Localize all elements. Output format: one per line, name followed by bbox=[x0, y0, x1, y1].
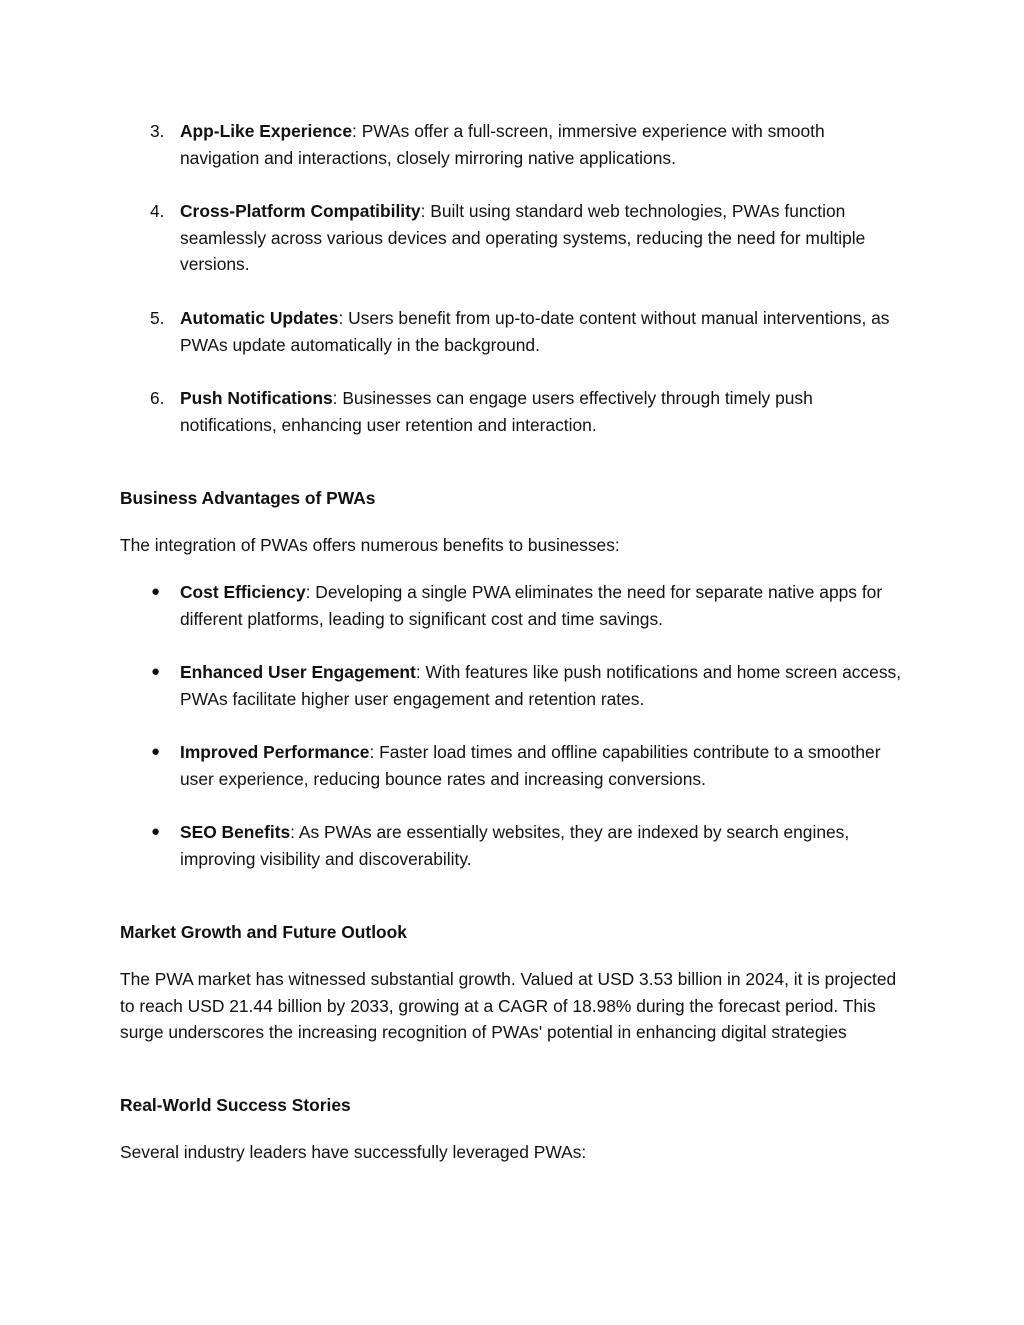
section-heading-market-growth: Market Growth and Future Outlook bbox=[120, 922, 407, 942]
list-number: 3. bbox=[150, 121, 165, 141]
market-paragraph: The PWA market has witnessed substantial growth. Valued at USD 3.53 billion in 2024, it is projected to reach USD 21.44 billion by 2033, growing at a CAGR of 18.98% during the forecast period. This surge underscores the increasing recognition of PWAs' potential in enhancing digital strategies bbox=[120, 969, 897, 1043]
item-description: : Users benefit from up-to-date content without manual interventions, as PWAs update automatically in the background. bbox=[180, 308, 890, 355]
business-intro: The integration of PWAs offers numerous benefits to businesses: bbox=[120, 535, 620, 555]
list-number: 6. bbox=[150, 388, 165, 408]
item-title: Enhanced User Engagement bbox=[180, 662, 416, 682]
list-item-push-notifications bbox=[120, 385, 910, 438]
bullet-marker: ● bbox=[151, 743, 161, 760]
bullet-marker: ● bbox=[151, 823, 161, 840]
item-description: : PWAs offer a full-screen, immersive experience with smooth navigation and interactions, closely mirroring native applications. bbox=[180, 121, 825, 168]
item-title: Cross-Platform Compatibility bbox=[180, 201, 421, 221]
item-title: App-Like Experience bbox=[180, 121, 353, 141]
bullet-item-improved-performance bbox=[120, 739, 910, 792]
section-heading-success-stories: Real-World Success Stories bbox=[120, 1095, 351, 1115]
bullet-marker: ● bbox=[151, 583, 161, 600]
item-description: : As PWAs are essentially websites, they are indexed by search engines, improving visibility and discoverability. bbox=[180, 822, 850, 869]
item-title: Automatic Updates bbox=[180, 308, 339, 328]
item-title: Push Notifications bbox=[180, 388, 333, 408]
item-title: Improved Performance bbox=[180, 742, 370, 762]
list-number: 4. bbox=[150, 201, 165, 221]
bullet-marker: ● bbox=[151, 663, 161, 680]
list-number: 5. bbox=[150, 308, 165, 328]
list-item-app-like-experience bbox=[120, 118, 910, 171]
list-item-cross-platform bbox=[120, 198, 910, 278]
section-heading-business-advantages: Business Advantages of PWAs bbox=[120, 488, 376, 508]
item-description: : With features like push notifications and home screen access, PWAs facilitate higher user engagement and retention rates. bbox=[180, 662, 902, 709]
item-description: : Developing a single PWA eliminates the need for separate native apps for different platforms, leading to significant cost and time savings. bbox=[180, 582, 883, 629]
item-description: : Built using standard web technologies, PWAs function seamlessly across various devices and operating systems, reducing the need for multiple versions. bbox=[180, 201, 866, 275]
bullet-item-cost-efficiency bbox=[120, 579, 910, 632]
success-intro: Several industry leaders have successfully leveraged PWAs: bbox=[120, 1142, 587, 1162]
list-item-automatic-updates bbox=[120, 305, 910, 358]
item-description: : Faster load times and offline capabilities contribute to a smoother user experience, reducing bounce rates and increasing conversions. bbox=[180, 742, 881, 789]
item-title: Cost Efficiency bbox=[180, 582, 306, 602]
item-title: SEO Benefits bbox=[180, 822, 291, 842]
bullet-item-seo-benefits bbox=[120, 819, 910, 872]
bullet-item-user-engagement bbox=[120, 659, 910, 712]
item-description: : Businesses can engage users effectively through timely push notifications, enhancing user retention and interaction. bbox=[180, 388, 813, 435]
